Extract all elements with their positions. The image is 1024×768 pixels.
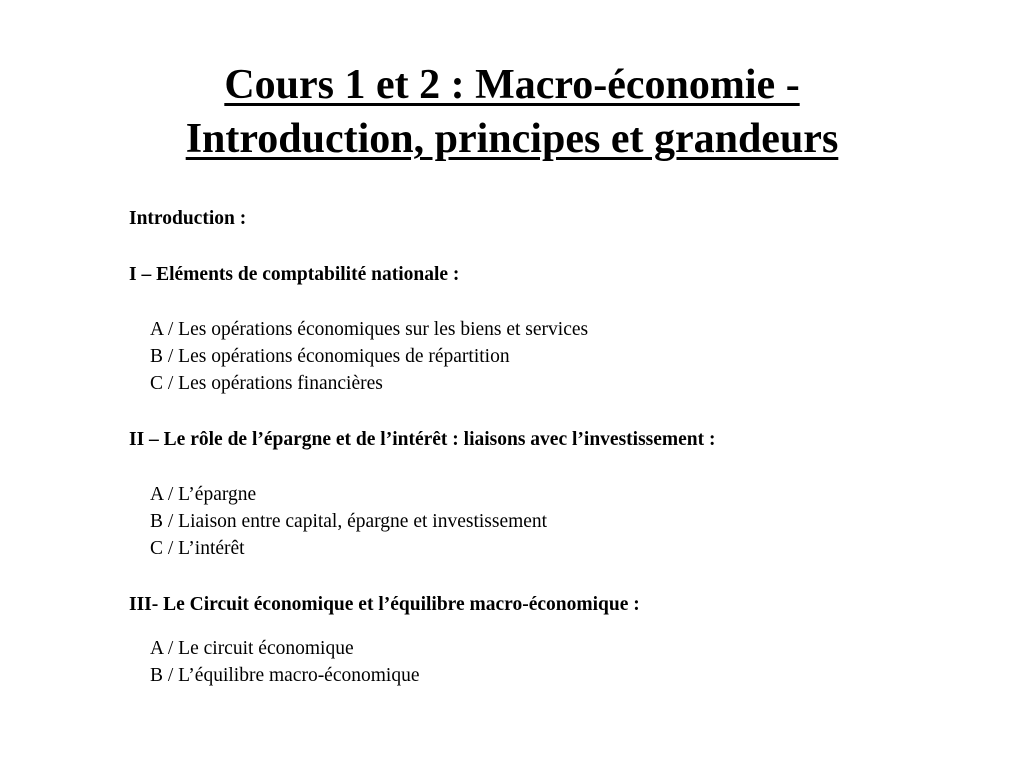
section-2-item-a: A / L’épargne (150, 484, 257, 505)
title-line-2: Introduction, principes et grandeurs (185, 116, 839, 162)
section-1-heading: I – Eléments de comptabilité nationale : (129, 264, 460, 285)
introduction-heading: Introduction : (129, 208, 247, 229)
section-3-heading: III- Le Circuit économique et l’équilibre macro-économique : (129, 594, 640, 615)
section-2-item-b: B / Liaison entre capital, épargne et investissement (150, 511, 548, 532)
section-3-item-a: A / Le circuit économique (150, 638, 354, 659)
section-2-item-c: C / L’intérêt (150, 538, 245, 559)
section-2-heading: II – Le rôle de l’épargne et de l’intérêt : liaisons avec l’investissement : (129, 429, 716, 450)
section-1-item-c: C / Les opérations financières (150, 373, 383, 394)
slide-title (0, 58, 1024, 166)
section-1-item-b: B / Les opérations économiques de répartition (150, 346, 510, 367)
section-1-item-a: A / Les opérations économiques sur les biens et services (150, 319, 589, 340)
title-line-1: Cours 1 et 2 : Macro-économie - (224, 62, 800, 108)
section-3-item-b: B / L’équilibre macro-économique (150, 665, 420, 686)
